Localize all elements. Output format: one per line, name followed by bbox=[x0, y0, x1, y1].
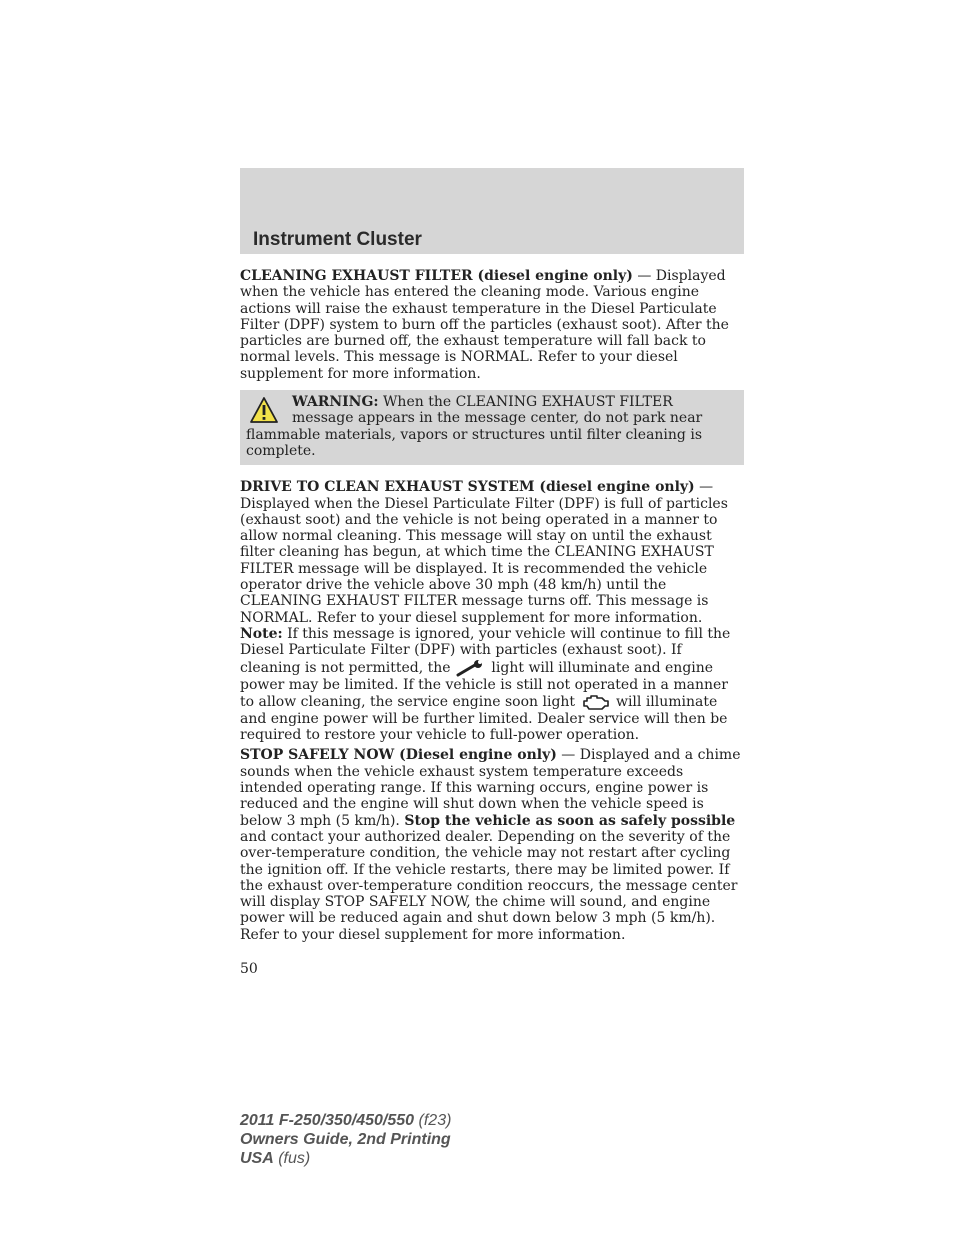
footer-model: 2011 F-250/350/450/550 bbox=[240, 1112, 415, 1129]
footer-model-code: (f23) bbox=[414, 1112, 452, 1129]
section-header bbox=[240, 168, 744, 254]
warning-label: WARNING: bbox=[292, 394, 379, 411]
page-number: 50 bbox=[240, 961, 258, 977]
stop-safely-paragraph bbox=[240, 747, 744, 943]
drive-to-clean-text: — Displayed when the Diesel Particulate Filter (DPF) is full of particles (exhaust soot) and the vehicle is not being operated in a manner to allow normal cleaning. This message will stay on until the exhaust filter cleaning has begun, at which time the CLEANING EXHAUST FILTER message will be displayed. It is recommended the vehicle operator drive the vehicle above 30 mph (48 km/h) until the CLEANING EXHAUST FILTER message turns off. This message is NORMAL. Refer to your diesel supplement for more information. bbox=[240, 479, 728, 626]
stop-safely-heading: STOP SAFELY NOW (Diesel engine only) bbox=[240, 747, 557, 764]
footer-line-1 bbox=[240, 1111, 451, 1130]
cleaning-exhaust-filter-paragraph bbox=[240, 268, 744, 382]
footer-line-2: Owners Guide, 2nd Printing bbox=[240, 1131, 451, 1148]
drive-to-clean-paragraph bbox=[240, 479, 744, 626]
note-text-3: will illuminate and engine power will be further limited. Dealer service will then be required to restore your vehicle to full-power operation. bbox=[240, 693, 728, 744]
note-paragraph bbox=[240, 626, 744, 743]
engine-icon bbox=[580, 693, 612, 711]
page-body bbox=[240, 268, 744, 943]
drive-to-clean-heading: DRIVE TO CLEAN EXHAUST SYSTEM (diesel engine only) bbox=[240, 479, 695, 496]
stop-safely-bold-text: Stop the vehicle as soon as safely possible bbox=[404, 812, 736, 829]
warning-box bbox=[240, 390, 744, 465]
note-text-2: light will illuminate and engine power may be limited. If the vehicle is still not operated in a manner to allow cleaning, the service engine soon light bbox=[240, 659, 728, 710]
footer-region: USA bbox=[240, 1150, 274, 1167]
stop-safely-text-2: and contact your authorized dealer. Depending on the severity of the over-temperature condition, the vehicle may not restart after cycling the ignition off. If the vehicle restarts, there may be limited power. If the exhaust over-temperature condition reoccurs, the message center will display STOP SAFELY NOW, the chime will sound, and engine power will be reduced again and shut down below 3 mph (5 km/h). Refer to your diesel supplement for more information. bbox=[240, 828, 738, 943]
note-label: Note: bbox=[240, 625, 283, 642]
wrench-icon bbox=[455, 659, 487, 677]
note-text-1: If this message is ignored, your vehicle will continue to fill the Diesel Particulate Filter (DPF) with particles (exhaust soot). If cleaning is not permitted, the bbox=[240, 625, 731, 676]
cleaning-exhaust-filter-text: — Displayed when the vehicle has entered the cleaning mode. Various engine actions will raise the exhaust temperature in the Diesel Particulate Filter (DPF) system to burn off the particles (exhaust soot). After the particles are burned off, the exhaust temperature will fall back to normal levels. This message is NORMAL. Refer to your diesel supplement for more information. bbox=[240, 268, 729, 382]
warning-paragraph bbox=[246, 394, 738, 459]
footer-region-code: (fus) bbox=[273, 1150, 311, 1167]
section-title: Instrument Cluster bbox=[253, 229, 422, 250]
footer bbox=[240, 1111, 451, 1168]
cleaning-exhaust-filter-heading: CLEANING EXHAUST FILTER (diesel engine only) bbox=[240, 268, 633, 284]
stop-safely-text-1: — Displayed and a chime sounds when the vehicle exhaust system temperature exceeds intended operating range. If this warning occurs, engine power is reduced and the engine will shut down when the vehicle speed is below 3 mph (5 km/h). bbox=[240, 747, 741, 829]
warning-text: When the CLEANING EXHAUST FILTER message appears in the message center, do not park near flammable materials, vapors or structures until filter cleaning is complete. bbox=[246, 394, 703, 459]
footer-line-3 bbox=[240, 1149, 451, 1168]
warning-triangle-icon bbox=[250, 396, 278, 424]
